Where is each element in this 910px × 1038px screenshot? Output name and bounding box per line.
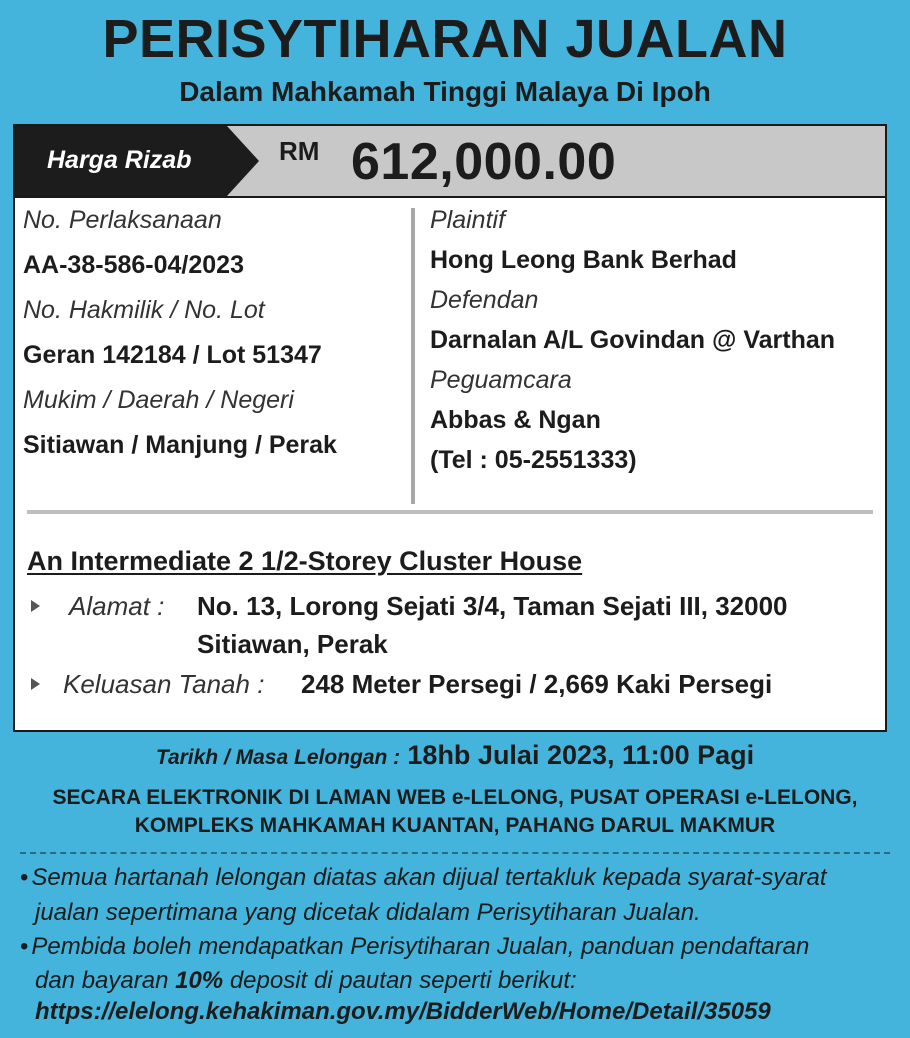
plaintiff-value: Hong Leong Bank Berhad xyxy=(430,246,737,274)
defendant-value: Darnalan A/L Govindan @ Varthan xyxy=(430,326,836,354)
address-line2: Sitiawan, Perak xyxy=(197,629,388,659)
land-area-label: Keluasan Tanah : xyxy=(63,669,265,699)
note-2 xyxy=(20,929,890,964)
price-label: Harga Rizab xyxy=(47,146,192,174)
bullet-dot-icon: • xyxy=(20,864,29,891)
note-1-line1: Semua hartanah lelongan diatas akan dijual tertakluk kepada syarat-syarat xyxy=(31,864,827,891)
vertical-divider xyxy=(411,208,415,504)
plaintiff-label: Plaintif xyxy=(430,206,506,234)
horizontal-divider xyxy=(27,510,873,514)
note-1-line2: jualan sepertimana yang dicetak didalam Perisytiharan Jualan. xyxy=(35,899,701,926)
auction-label: Tarikh / Masa Lelongan : xyxy=(155,746,401,769)
location-label: Mukim / Daerah / Negeri xyxy=(23,386,294,414)
lawyer-tel: (Tel : 05-2551333) xyxy=(430,446,637,474)
note-2-line2-post: deposit di pautan seperti berikut: xyxy=(223,967,577,994)
address-label: Alamat : xyxy=(69,591,165,621)
elelong-link[interactable]: https://elelong.kehakiman.gov.my/BidderWeb/Home/Detail/35059 xyxy=(35,998,771,1025)
land-area-value: 248 Meter Persegi / 2,669 Kaki Persegi xyxy=(301,669,773,699)
address-line1: No. 13, Lorong Sejati 3/4, Taman Sejati III, 32000 xyxy=(197,591,788,621)
auction-venue-line1: SECARA ELEKTRONIK DI LAMAN WEB e-LELONG, PUSAT OPERASI e-LELONG, xyxy=(52,786,858,809)
note-2-line1: Pembida boleh mendapatkan Perisytiharan Jualan, panduan pendaftaran xyxy=(31,933,810,960)
party-details xyxy=(430,200,885,480)
execution-label: No. Perlaksanaan xyxy=(23,206,222,234)
address-row xyxy=(27,586,877,666)
note-1 xyxy=(20,860,890,895)
land-area-row xyxy=(27,664,877,704)
deposit-percent: 10% xyxy=(175,967,224,994)
title-lot-value: Geran 142184 / Lot 51347 xyxy=(23,341,322,369)
location-value: Sitiawan / Manjung / Perak xyxy=(23,431,337,459)
defendant-label: Defendan xyxy=(430,286,539,314)
property-title: An Intermediate 2 1/2-Storey Cluster House xyxy=(27,546,583,576)
bullet-dot-icon: • xyxy=(20,933,29,960)
case-details xyxy=(23,200,403,465)
price-currency: RM xyxy=(279,136,320,166)
page-title: PERISYTIHARAN JUALAN xyxy=(102,9,788,69)
note-2-line2-pre: dan bayaran xyxy=(35,967,176,994)
page-subtitle: Dalam Mahkamah Tinggi Malaya Di Ipoh xyxy=(179,76,711,107)
bullet-triangle-icon xyxy=(31,600,40,612)
auction-datetime xyxy=(0,740,910,771)
price-value: 612,000.00 xyxy=(351,133,617,191)
execution-value: AA-38-586-04/2023 xyxy=(23,251,244,279)
note-2-line2 xyxy=(35,963,905,998)
title-lot-label: No. Hakmilik / No. Lot xyxy=(23,296,265,324)
auction-venue-line2: KOMPLEKS MAHKAMAH KUANTAN, PAHANG DARUL MAKMUR xyxy=(134,814,776,837)
reserve-price-bar xyxy=(15,126,885,198)
listing-box xyxy=(13,124,887,732)
lawyer-label: Peguamcara xyxy=(430,366,572,394)
auction-value: 18hb Julai 2023, 11:00 Pagi xyxy=(407,740,755,770)
bullet-triangle-icon xyxy=(31,678,40,690)
lawyer-value: Abbas & Ngan xyxy=(430,406,601,434)
dashed-divider xyxy=(20,852,890,854)
